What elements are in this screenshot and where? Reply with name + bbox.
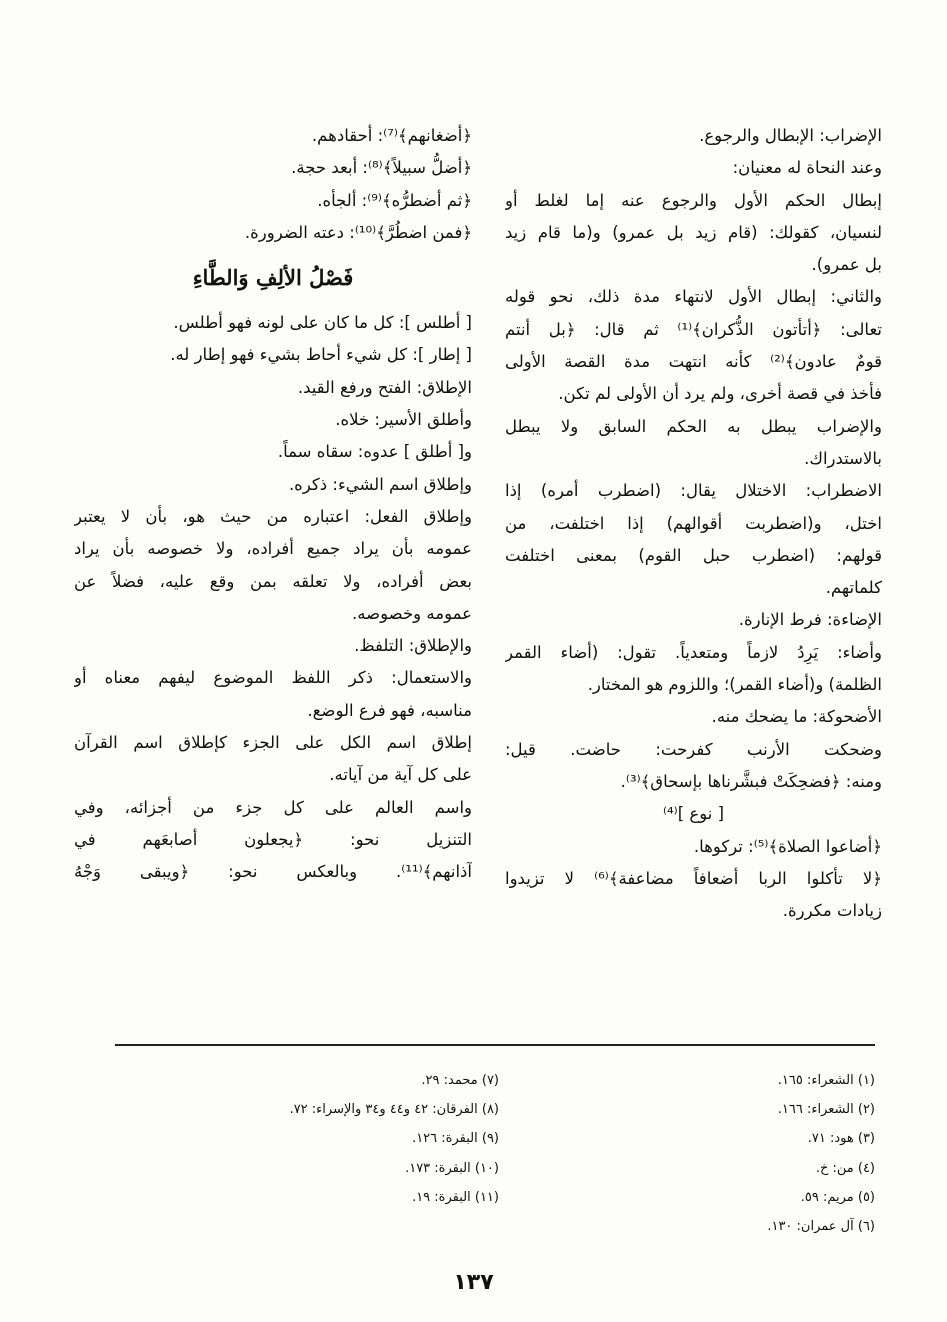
text-line: والإطلاق: التلفظ. [354, 636, 472, 656]
text-line: بعض أفراده، ولا تعلقه بمن وقع عليه، فضلاً عن [74, 571, 472, 591]
text-line: فأخذ في قصة أخرى، ولم يرد أن الأولى لم تكن. [558, 384, 882, 404]
text-line: لنسيان، كقولك: (قام زيد بل عمرو) و(ما قام زيد [505, 222, 882, 242]
text-line: وإطلاق الفعل: اعتباره من حيث هو، بأن لا يعتبر [74, 506, 472, 526]
text-line: إبطال الحكم الأول والرجوع عنه إما لغلط أو [505, 190, 882, 210]
footnote: (٦) آل عمران: ١٣٠. [767, 1219, 875, 1235]
text-line: وأطلق الأسير: خلاه. [335, 410, 472, 430]
text-line: [ نوع ]⁽⁴⁾ [662, 804, 725, 824]
text-line: ﴿فمن اضطُرَّ﴾⁽¹⁰⁾: دعته الضرورة. [244, 222, 472, 242]
text-line: كلماتهم. [825, 578, 882, 598]
text-line: تعالى: ﴿أتأتون الذُّكران﴾⁽¹⁾ ثم قال: ﴿بل أنتم [505, 319, 882, 339]
footnote: (٩) البقرة: ١٢٦. [412, 1131, 499, 1147]
text-line: عمومه وخصوصه. [352, 603, 472, 623]
text-line: ﴿ثم أضطرُّه﴾⁽⁹⁾: ألجأه. [317, 190, 472, 210]
page-number: ١٣٧ [453, 1270, 494, 1295]
text-line: و[ أطلق ] عدوه: سقاه سماً. [277, 442, 472, 462]
text-line: الإضراب: الإبطال والرجوع. [699, 126, 882, 145]
text-line: الإضاءة: فرط الإنارة. [738, 610, 882, 630]
text-line: [ إطار ]: كل شيء أحاط بشيء فهو إطار له. [170, 345, 472, 365]
text-line: على كل آية من آياته. [329, 765, 472, 785]
text-line: وأضاء: يَرِدُ لازماً ومتعدياً. تقول: (أضاء القمر [505, 642, 882, 662]
text-line: والاستعمال: ذكر اللفظ الموضوع ليفهم معناه أو [74, 668, 472, 688]
footnote: (١٠) البقرة: ١٧٣. [405, 1160, 499, 1176]
text-line: قومٌ عادون﴾⁽²⁾ كأنه انتهت مدة القصة الأولى [505, 352, 882, 372]
text-line: والثاني: إبطال الأول لانتهاء مدة ذلك، نحو قوله [505, 287, 882, 307]
text-line: الاضطراب: الاختلال يقال: (اضطرب أمره) إذا [505, 481, 882, 501]
text-line: آذانهم﴾⁽¹¹⁾. وبالعكس نحو: ﴿ويبقى وَجْهُ [74, 862, 472, 882]
text-line: عمومه بأن يراد جميع أفراده، ولا خصوصه بأن يراد [74, 539, 472, 559]
text-line: واسم العالم على كل جزء من أجزائه، وفي [74, 797, 472, 817]
text-line: قولهم: (اضطرب حبل القوم) بمعنى اختلفت [505, 545, 882, 565]
left-column [74, 120, 472, 889]
text-line: اختل، و(اضطربت أقوالهم) إذا اختلفت، من [505, 513, 882, 533]
right-column [505, 120, 882, 927]
footnote: (٨) الفرقان: ٤٢ و٤٤ و٣٤ والإسراء: ٧٢. [289, 1102, 499, 1118]
footnote: (٧) محمد: ٢٩. [421, 1073, 499, 1088]
text-line: والإضراب يبطل به الحكم السابق ولا يبطل [505, 416, 882, 436]
text-line: ﴿أضغانهم﴾⁽⁷⁾: أحقادهم. [311, 126, 472, 145]
section-heading: فَصْلُ الألِفِ وَالطَّاءِ [192, 265, 354, 291]
text-line: ﴿أضلُّ سبيلاً﴾⁽⁸⁾: أبعد حجة. [291, 158, 472, 178]
footnotes-left [139, 1066, 499, 1212]
text-line: ﴿أضاعوا الصلاة﴾⁽⁵⁾: تركوها. [693, 836, 882, 856]
footnote: (٢) الشعراء: ١٦٦. [777, 1102, 875, 1118]
text-line: مناسبه، فهو فرع الوضع. [307, 700, 472, 720]
footnote: (١) الشعراء: ١٦٥. [777, 1073, 875, 1088]
text-line: ﴿لا تأكلوا الربا أضعافاً مضاعفة﴾⁽⁶⁾ لا تزيدوا [505, 868, 882, 888]
text-line: بالاستدراك. [804, 448, 882, 468]
text-line: التنزيل نحو: ﴿يجعلون أصابعَهم في [74, 829, 472, 849]
text-line: بل عمرو). [811, 255, 882, 275]
text-line: إطلاق اسم الكل على الجزء كإطلاق اسم القرآن [74, 733, 472, 753]
text-line: [ أطلس ]: كل ما كان على لونه فهو أطلس. [173, 313, 472, 333]
text-line: الظلمة) و(أضاء القمر)؛ واللزوم هو المختار. [587, 675, 882, 695]
text-line: ومنه: ﴿فضحِكَتْ فبشَّرناها بإسحاق﴾⁽³⁾. [620, 771, 882, 791]
text-line: الإطلاق: الفتح ورفع القيد. [297, 377, 472, 397]
footnote: (١١) البقرة: ١٩. [412, 1189, 499, 1205]
left-column-top-entries [74, 120, 472, 249]
text-line: وضحكت الأرنب كفرحت: حاضت. قيل: [505, 739, 882, 759]
footnote: (٥) مريم: ٥٩. [800, 1189, 875, 1205]
text-line: الأضحوكة: ما يضحك منه. [711, 707, 882, 727]
text-line: وإطلاق اسم الشيء: ذكره. [288, 474, 472, 494]
footnote-divider [115, 1044, 875, 1046]
footnote: (٤) من: خ. [815, 1160, 875, 1176]
footnotes-right [555, 1066, 875, 1241]
text-line: زيادات مكررة. [782, 901, 882, 921]
footnote: (٣) هود: ٧١. [807, 1131, 875, 1147]
left-column-bottom-entries [74, 307, 472, 888]
text-line: وعند النحاة له معنيان: [732, 158, 882, 178]
